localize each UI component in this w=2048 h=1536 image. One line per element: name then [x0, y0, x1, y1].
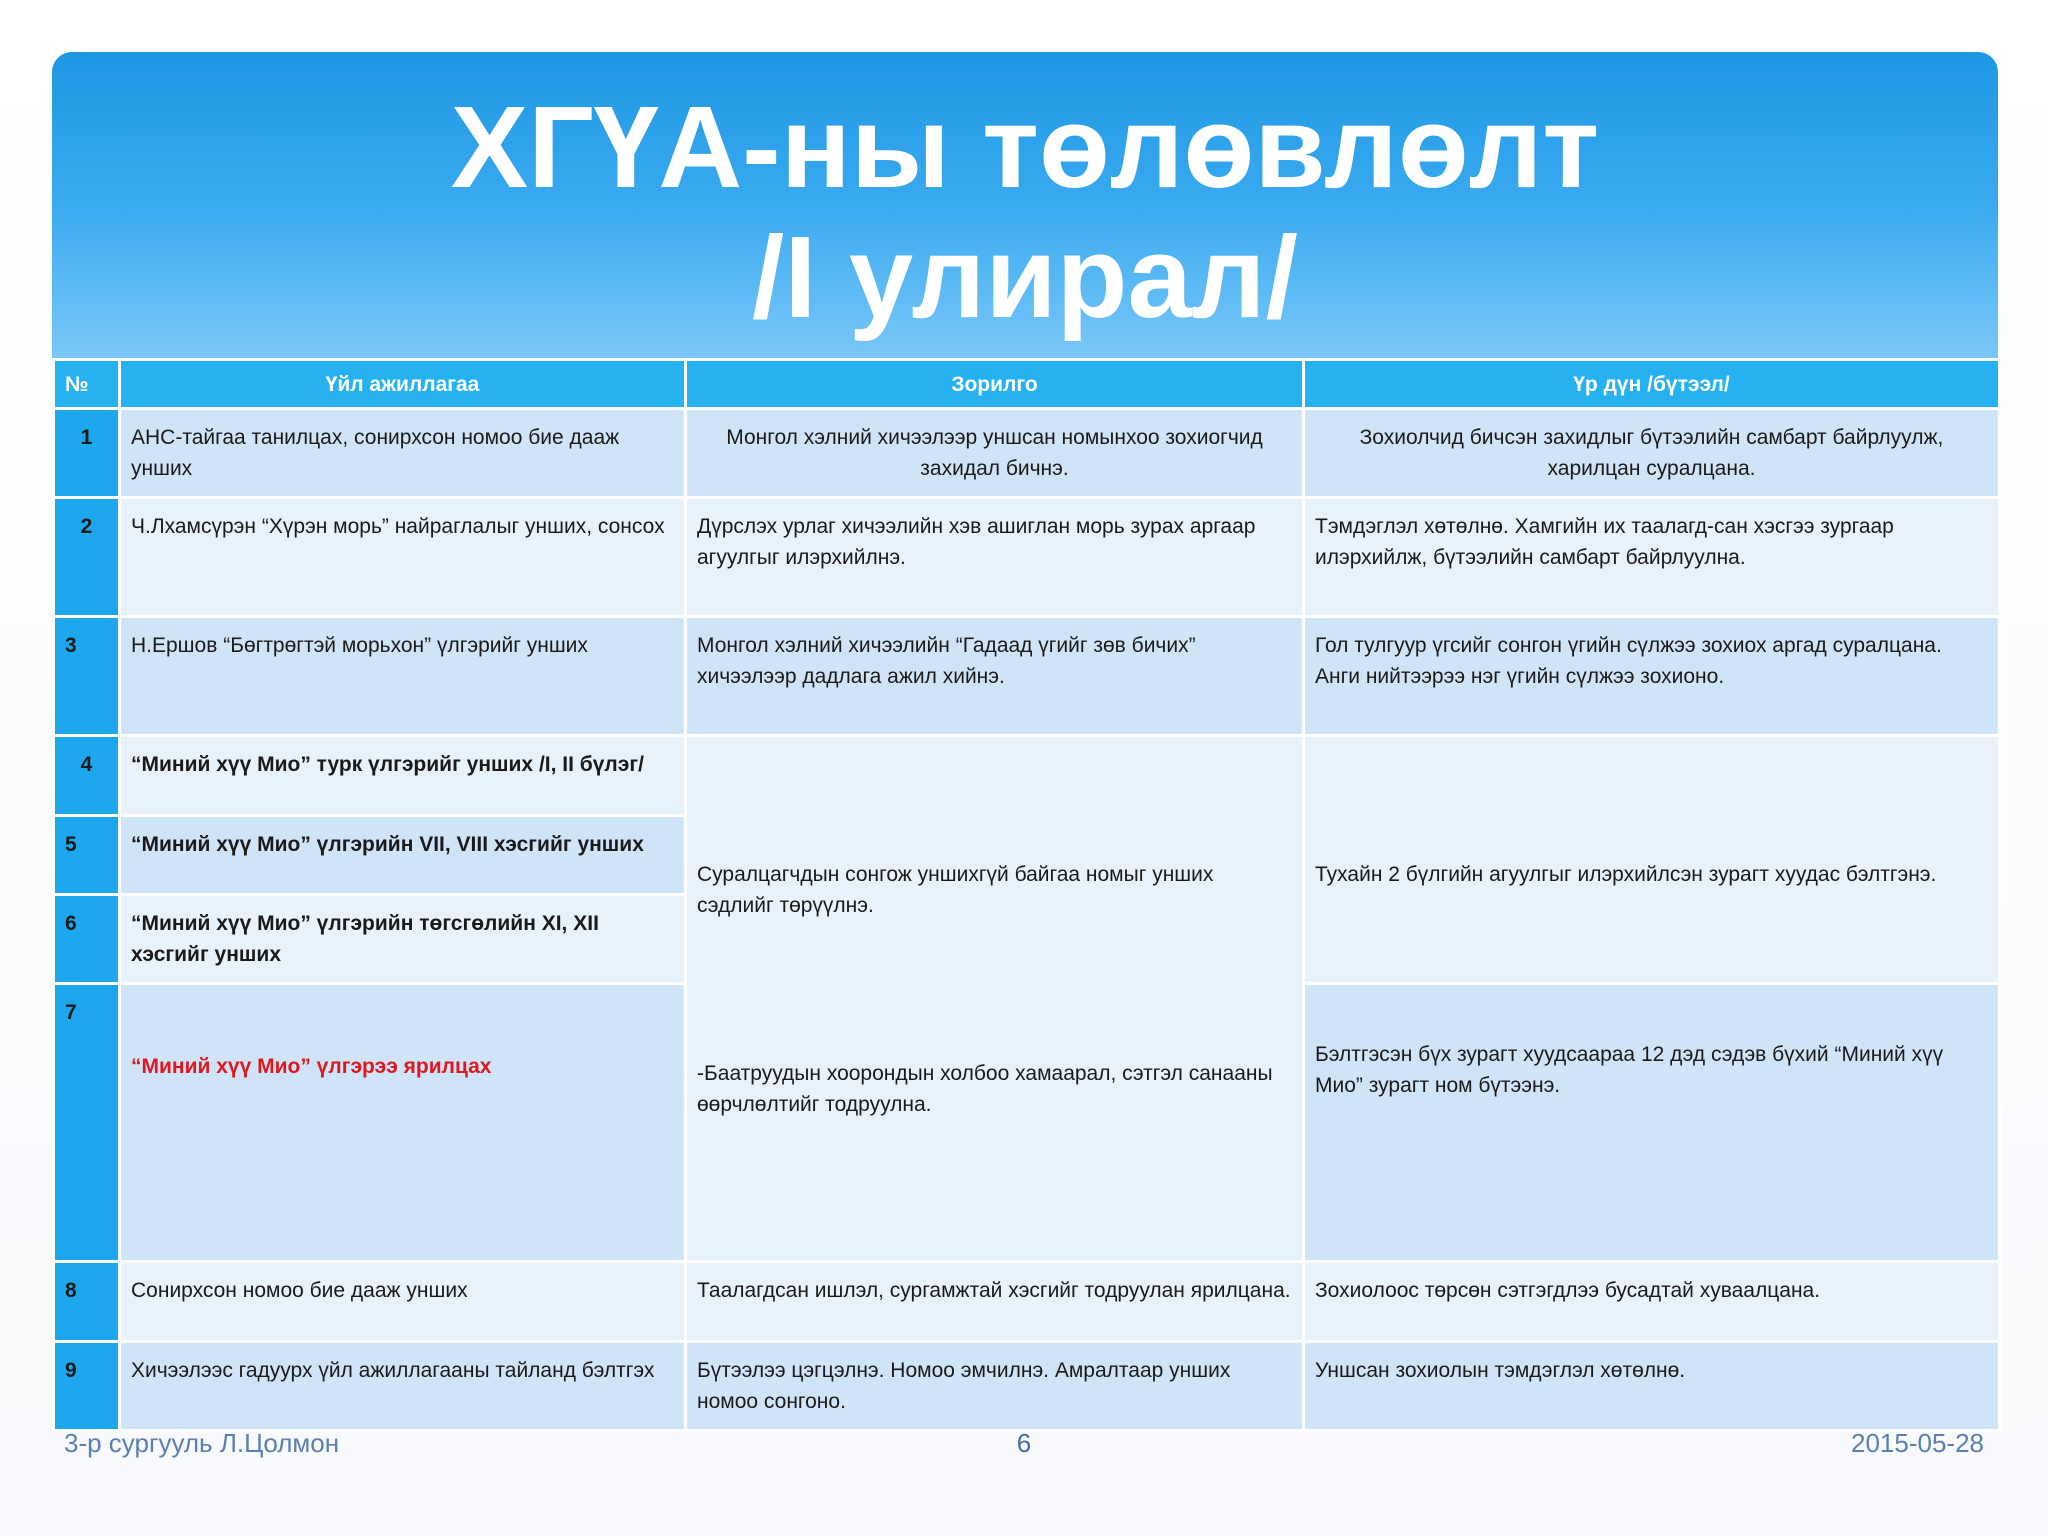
- footer-author: 3-р сургууль Л.Цолмон: [64, 1428, 340, 1458]
- row-number: 4: [54, 736, 120, 816]
- table-header-row: [54, 360, 2000, 409]
- result-cell: Зохиолчид бичсэн захидлыг бүтээлийн самбарт байрлуулж, харилцан суралцана.: [1304, 409, 2000, 498]
- header-goal: Зорилго: [686, 360, 1304, 409]
- merged-goal-part-1: Суралцагчдын сонгож уншихгүй байгаа номыг унших сэдлийг төрүүлнэ.: [697, 863, 1214, 917]
- result-text: Бэлтгэсэн бүх зурагт хуудсаараа 12 дэд сэдэв бүхий “Миний хүү Мио” зурагт ном бүтээнэ.: [1315, 1043, 1944, 1097]
- table-row: [54, 736, 2000, 816]
- table-row: [54, 1342, 2000, 1431]
- result-cell: Уншсан зохиолын тэмдэглэл хөтөлнө.: [1304, 1342, 2000, 1431]
- activity-cell: “Миний хүү Мио” үлгэрийн VII, VIII хэсгийг унших: [120, 816, 686, 895]
- goal-cell: Таалагдсан ишлэл, сургамжтай хэсгийг тодруулан ярилцана.: [686, 1262, 1304, 1342]
- table-row: [54, 1262, 2000, 1342]
- activity-cell: АНС-тайгаа танилцах, сонирхсон номоо бие дааж унших: [120, 409, 686, 498]
- goal-cell: Монгол хэлний хичээлээр уншсан номынхоо зохиогчид захидал бичнэ.: [686, 409, 1304, 498]
- activity-cell: [120, 984, 686, 1262]
- activity-text: “Миний хүү Мио” үлгэрээ ярилцах: [131, 1055, 492, 1078]
- activity-cell: Хичээлээс гадуурх үйл ажиллагааны тайланд бэлтгэх: [120, 1342, 686, 1431]
- merged-result-cell: [1304, 736, 2000, 984]
- row-number: 8: [54, 1262, 120, 1342]
- goal-cell: Монгол хэлний хичээлийн “Гадаад үгийг зөв бичих” хичээлээр дадлага ажил хийнэ.: [686, 617, 1304, 736]
- row-number: 9: [54, 1342, 120, 1431]
- table-row: [54, 409, 2000, 498]
- table-row: [54, 617, 2000, 736]
- merged-result-text: Тухайн 2 бүлгийн агуулгыг илэрхийлсэн зурагт хуудас бэлтгэнэ.: [1315, 863, 1937, 886]
- activity-cell: Н.Ершов “Бөгтрөгтэй морьхон” үлгэрийг унших: [120, 617, 686, 736]
- row-number: 3: [54, 617, 120, 736]
- activity-cell: Ч.Лхамсүрэн “Хүрэн морь” найраглалыг унших, сонсох: [120, 498, 686, 617]
- result-cell: Тэмдэглэл хөтөлнө. Хамгийн их таалагд-сан хэсгээ зургаар илэрхийлж, бүтээлийн самбарт байрлуулна.: [1304, 498, 2000, 617]
- row-number: 7: [54, 984, 120, 1262]
- header-result: Үр дүн /бүтээл/: [1304, 360, 2000, 409]
- row-number: 1: [54, 409, 120, 498]
- row-number: 2: [54, 498, 120, 617]
- footer-date: 2015-05-28: [1851, 1428, 1984, 1458]
- result-cell: Гол тулгуур үгсийг сонгон үгийн сүлжээ зохиох аргад суралцана. Анги нийтээрээ нэг үгийн сүлжээ зохионо.: [1304, 617, 2000, 736]
- footer-page-number: 6: [1016, 1428, 1032, 1458]
- merged-goal-cell: [686, 736, 1304, 1262]
- goal-cell: Бүтээлээ цэгцэлнэ. Номоо эмчилнэ. Амралтаар унших номоо сонгоно.: [686, 1342, 1304, 1431]
- title-line-2: /I улирал/: [752, 212, 1298, 342]
- result-cell: [1304, 984, 2000, 1262]
- activity-cell: “Миний хүү Мио” турк үлгэрийг унших /I, II бүлэг/: [120, 736, 686, 816]
- activity-cell: “Миний хүү Мио” үлгэрийн төгсгөлийн XI, XII хэсгийг унших: [120, 895, 686, 984]
- slide-title: [52, 82, 1998, 342]
- row-number: 5: [54, 816, 120, 895]
- merged-goal-part-2: -Баатруудын хоорондын холбоо хамаарал, сэтгэл санааны өөрчлөлтийг тодруулна.: [697, 1062, 1273, 1116]
- plan-table: [52, 358, 2001, 1432]
- header-number: №: [54, 360, 120, 409]
- goal-cell: Дүрслэх урлаг хичээлийн хэв ашиглан морь зурах аргаар агуулгыг илэрхийлнэ.: [686, 498, 1304, 617]
- title-line-1: ХГҮА-ны төлөвлөлт: [450, 82, 1600, 212]
- table-row: [54, 498, 2000, 617]
- result-cell: Зохиолоос төрсөн сэтгэгдлээ бусадтай хуваалцана.: [1304, 1262, 2000, 1342]
- header-activity: Үйл ажиллагаа: [120, 360, 686, 409]
- row-number: 6: [54, 895, 120, 984]
- activity-cell: Сонирхсон номоо бие дааж унших: [120, 1262, 686, 1342]
